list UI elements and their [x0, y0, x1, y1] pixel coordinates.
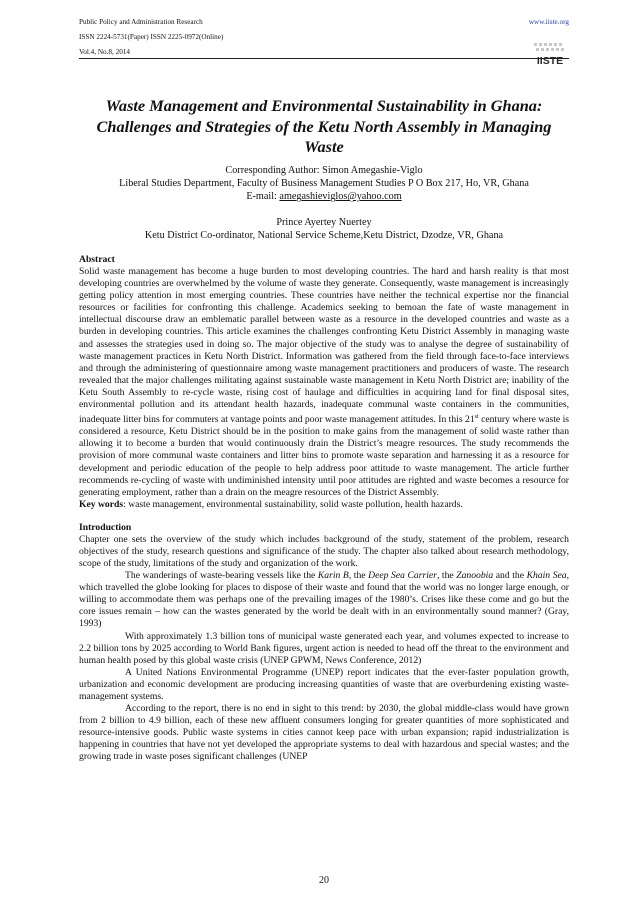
- page-header: [79, 15, 569, 67]
- paper-body: [79, 254, 569, 763]
- keywords-text: : waste management, environmental sustainability, solid waste pollution, health hazards.: [123, 498, 463, 510]
- corresponding-author: Corresponding Author: Simon Amegashie-Viglo: [225, 165, 423, 176]
- iiste-logo: [531, 41, 569, 68]
- ship-khain-sea: Khain Sea: [526, 570, 567, 582]
- logo-text: IISTE: [536, 55, 564, 67]
- author2-name: Prince Ayertey Nuertey: [276, 217, 372, 228]
- journal-name: Public Policy and Administration Research: [79, 18, 203, 26]
- ship-zanoobia: Zanoobia: [456, 570, 494, 582]
- intro-paragraph-3: With approximately 1.3 billion tons of municipal waste generated each year, and volumes expected to increase to 2.2 billion tons by 2025 according to World Bank figures, urgent action is needed to head off the threat to the environment and human health posed by this global waste crisis (UNEP GPWM, News Conference, 2012): [79, 630, 569, 666]
- introduction-heading: Introduction: [79, 521, 132, 533]
- intro-paragraph-4: A United Nations Environmental Programme (UNEP) report indicates that the ever-faster population growth, urbanization and economic development are producing increasing quantities of waste that are overburdening existing waste-management systems.: [79, 666, 569, 702]
- author1-email-line: [79, 190, 569, 203]
- keywords-label: Key words: [79, 498, 124, 510]
- journal-url-link[interactable]: www.iiste.org: [528, 18, 569, 26]
- header-rule: [79, 58, 569, 59]
- abstract-text: Solid waste management has become a huge burden to most developing countries. The hard and harsh reality is that most developing countries are overwhelmed by the volume of waste they generate. Consequently, waste management is increasingly getting policy attention in most emerging countries. These countries have neither the technical expertise nor the financial resources or facilities for confronting this challenge. Academics seeking to bemoan the fate of waste management in intellectual discourse draw an emblematic parallel between waste as a resource in the developed countries and waste as a burden in developing countries. This article examines the challenges confronting Ketu District Assembly in managing waste and assesses the strategies used in doing so. The major objective of the study was to analyse the degree of sustainability of waste management practices in Ketu North District. Information was gathered from the field through face-to-face interviews and through the administering of questionnaire among waste management practitioners and producers of waste. The research revealed that the major challenges militating against sustainable waste management in Ketu North District are; inability of the Ketu South Assembly to re-cycle waste, rising cost of haulage and difficulties in acquiring land for final disposal sites, environmental pollution and its attendant health hazards, inadequate communal waste containers in the communities, inadequate litter bins for commuters at vantage points and poor waste management attitudes. In this 21st century where waste is considered a resource, Ketu District should be in the position to make gains from the management of solid waste rather than allowing it to become a burden that would continuously drain the District’s meagre resources. The study recommends the provision of more communal waste containers and litter bins to promote waste separation and harnessing it as a resource for development and periodic education of the people to help address poor attitude to waste management. The article further recommends re-cycling of waste with undiminished intensity until poor attitudes are righted and waste becomes a resource for generating employment, rather than a drain on the meagre resources of the District Assembly.: [79, 266, 569, 498]
- author1-block: [79, 164, 569, 204]
- author2-block: [79, 216, 569, 242]
- email-label: E-mail:: [246, 191, 277, 203]
- issn-line: ISSN 2224-5731(Paper) ISSN 2225-0972(Online): [79, 33, 224, 41]
- keywords: [79, 499, 569, 511]
- volume-line: Vol.4, No.8, 2014: [79, 48, 130, 56]
- intro-paragraph-2: The wanderings of waste-bearing vessels like the Karin B, the Deep Sea Carrier, the Zanoobia and the Khain Sea, which travelled the globe looking for places to dispose of their waste and found that the world was no longer large enough, or willing to accommodate them was perhaps one of the prevailing images of the 1980’s. Crises like these come and go but the core issues remain – how can the wastes generated by the world be dealt with in an environmentally sound manner? (Gray, 1993): [79, 570, 569, 630]
- author-email-link[interactable]: amegashieviglos@yahoo.com: [279, 191, 402, 203]
- ship-karin-b: Karin B: [317, 570, 349, 582]
- page-number: 20: [319, 875, 329, 886]
- author1-affiliation: Liberal Studies Department, Faculty of Business Management Studies P O Box 217, Ho, VR, Ghana: [119, 178, 529, 190]
- author2-affiliation: Ketu District Co-ordinator, National Service Scheme,Ketu District, Dzodze, VR, Ghana: [144, 230, 504, 242]
- ship-deep-sea-carrier: Deep Sea Carrier: [368, 570, 437, 582]
- intro-paragraph-1: Chapter one sets the overview of the study which includes background of the study, statement of the problem, research objectives of the study, research questions and significance of the study. The chapter also talked about research methodology, scope of the study, limitations of the study and organization of the work.: [79, 533, 569, 570]
- abstract-heading: Abstract: [79, 254, 115, 265]
- intro-paragraph-5: According to the report, there is no end in sight to this trend: by 2030, the global middle-class would have grown from 2 billion to 4.9 billion, each of these new affluent consumers longing for greater quantities of more sophisticated and resource-intensive goods. Public waste systems in cities cannot keep pace with urban expansion; rapid industrialization is happening in countries that have not yet developed the appropriate systems to deal with hazardous and special wastes; and the growing trade in waste poses significant challenges (UNEP: [79, 703, 569, 763]
- paper-title: Waste Management and Environmental Sustainability in Ghana: Challenges and Strategies of the Ketu North Assembly in Managing Waste: [96, 96, 552, 156]
